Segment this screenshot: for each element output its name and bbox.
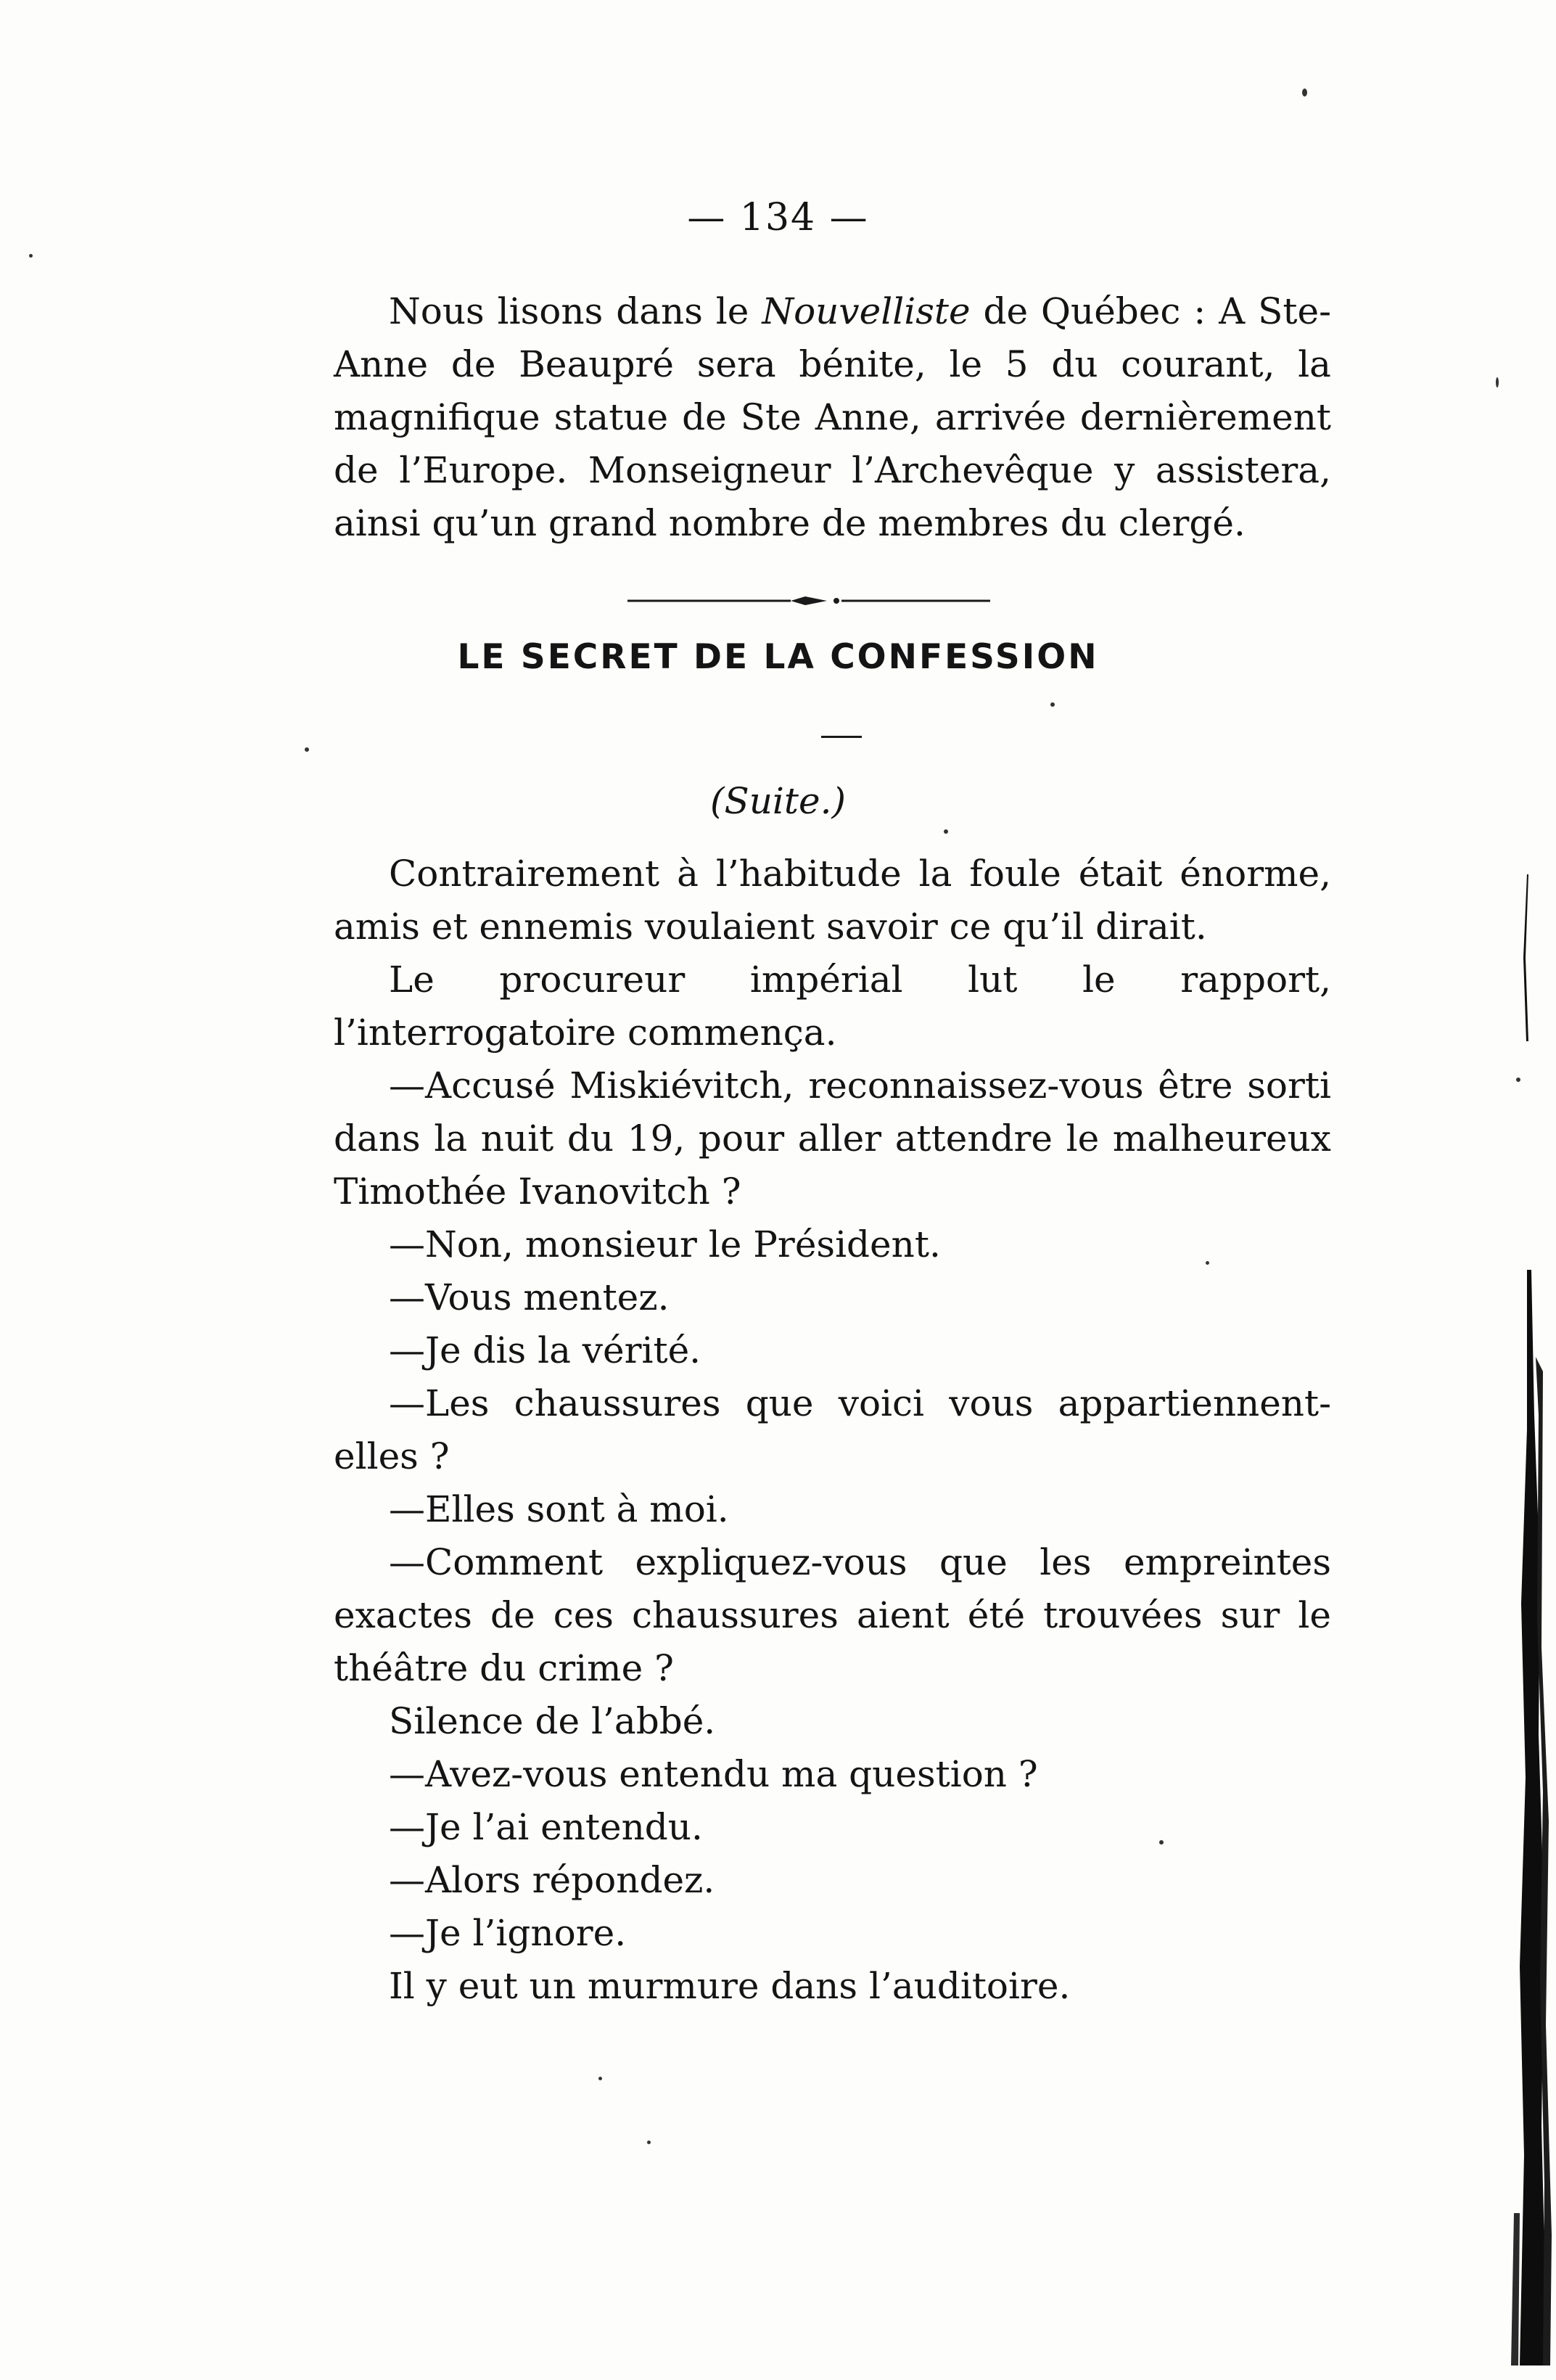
news-paragraph xyxy=(334,285,1331,550)
dialogue-line: —Je l’ai entendu. xyxy=(389,1806,703,1848)
intro-after-title: de Québec : A Ste-Anne de Beaupré sera bénite, le 5 du courant, la magnifique statue de Ste Anne, arrivée dernièrement de l’Europe. Monseigneur l’Archevêque y assistera, ainsi qu’un grand nombre de membres du clergé. xyxy=(334,290,1331,544)
paper-speck xyxy=(1050,702,1055,707)
page-number: — 134 — xyxy=(687,196,869,239)
story-paragraph: Le procureur impérial lut le rapport, l’interrogatoire commença. xyxy=(334,959,1331,1054)
story-paragraph: Contrairement à l’habitude la foule était énorme, amis et ennemis voulaient savoir ce qu’il dirait. xyxy=(334,853,1331,948)
paper-speck xyxy=(647,2141,651,2144)
intro-before-title: Nous lisons dans le xyxy=(389,290,762,332)
dialogue-line: —Les chaussures que voici vous appartiennent-elles ? xyxy=(334,1382,1331,1477)
dialogue-line: —Je l’ignore. xyxy=(389,1912,627,1954)
ornament-divider xyxy=(627,594,990,608)
dialogue-line: —Comment expliquez-vous que les empreintes exactes de ces chaussures aient été trouvées sur le théâtre du crime ? xyxy=(334,1541,1331,1689)
dialogue-line: —Non, monsieur le Président. xyxy=(389,1223,941,1265)
page-binding-edge xyxy=(1498,1270,1556,2365)
margin-mark xyxy=(1520,874,1534,1041)
dialogue-line: —Alors répondez. xyxy=(389,1859,715,1901)
paper-speck xyxy=(1496,377,1499,387)
paper-speck xyxy=(944,829,948,834)
intro-text xyxy=(334,285,1331,550)
story-text xyxy=(334,848,1331,2013)
paper-speck xyxy=(1206,1261,1209,1265)
section-title: LE SECRET DE LA CONFESSION xyxy=(457,637,1099,677)
title-rule xyxy=(821,736,862,738)
paper-speck xyxy=(305,747,309,752)
story-paragraph: Il y eut un murmure dans l’auditoire. xyxy=(389,1965,1071,2007)
section-subtitle: (Suite.) xyxy=(709,780,847,822)
journal-title: Nouvelliste xyxy=(762,290,971,332)
paper-speck xyxy=(1302,89,1307,97)
dialogue-line: —Je dis la vérité. xyxy=(389,1329,701,1371)
dialogue-line: —Elles sont à moi. xyxy=(389,1488,729,1530)
story-paragraph: Silence de l’abbé. xyxy=(389,1700,716,1742)
paper-speck xyxy=(29,254,33,258)
dialogue-line: —Vous mentez. xyxy=(389,1276,670,1318)
dialogue-line: —Avez-vous entendu ma question ? xyxy=(389,1753,1038,1795)
dialogue-line: —Accusé Miskiévitch, reconnaissez-vous être sorti dans la nuit du 19, pour aller attendre le malheureux Timothée Ivanovitch ? xyxy=(334,1064,1331,1212)
paper-speck xyxy=(1159,1840,1164,1844)
paper-speck xyxy=(1516,1078,1520,1082)
paper-speck xyxy=(598,2077,602,2080)
